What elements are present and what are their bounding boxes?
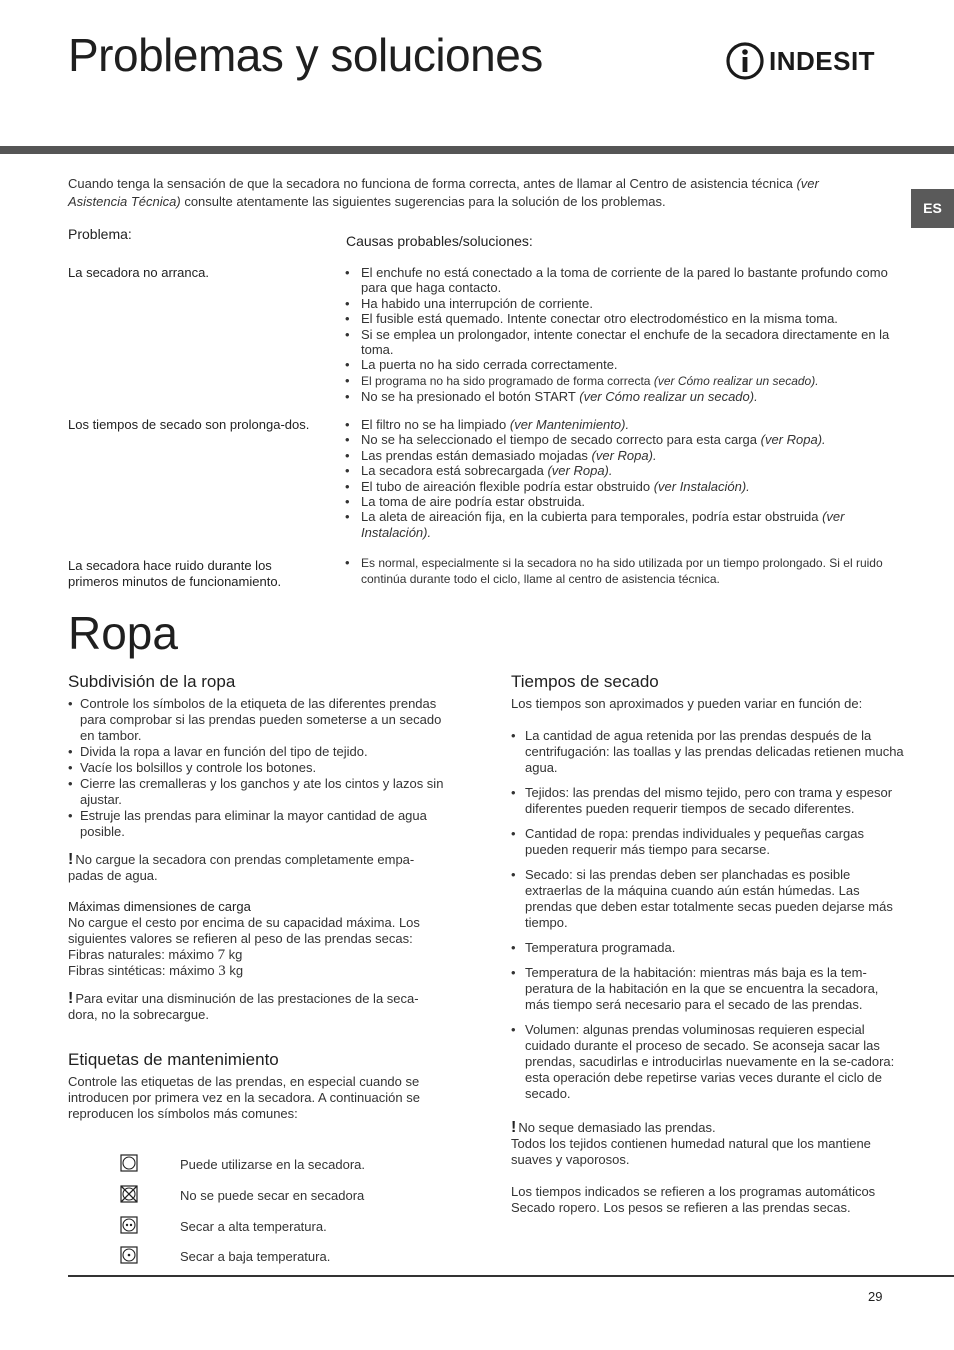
synthetic-fibers-line: Fibras sintéticas: máximo 3 kg bbox=[68, 963, 244, 979]
causes-list bbox=[344, 417, 904, 540]
subdivision-heading: Subdivisión de la ropa bbox=[68, 672, 236, 691]
list-item: • Vacíe los bolsillos y controle los botones. bbox=[68, 760, 448, 776]
page-number: 29 bbox=[868, 1289, 883, 1304]
list-item: • Cierre las cremalleras y los ganchos y ate los cintos y lazos sin ajustar. bbox=[68, 776, 448, 808]
max-load-heading: Máximas dimensiones de carga bbox=[68, 899, 251, 914]
warning-icon: ! bbox=[68, 851, 74, 868]
tumble-dry-low-icon bbox=[120, 1246, 138, 1264]
cause-item: • El fusible está quemado. Intente conectar otro electrodoméstico en la misma toma. bbox=[344, 311, 904, 326]
indesit-logo bbox=[725, 40, 890, 82]
list-item: • Cantidad de ropa: prendas individuales y pequeñas cargas pueden requerir más tiempo para secarse. bbox=[511, 826, 906, 858]
care-symbol-label: Secar a baja temperatura. bbox=[180, 1249, 331, 1264]
drying-factors-list bbox=[511, 728, 906, 1102]
cause-item: • La secadora está sobrecargada (ver Ropa). bbox=[344, 463, 904, 478]
max-load-text: No cargue el cesto por encima de su capacidad máxima. Los siguientes valores se refieren al peso de las prendas secas: bbox=[68, 915, 420, 946]
cause-item: • El filtro no se ha limpiado (ver Mantenimiento). bbox=[344, 417, 904, 432]
cause-item: • No se ha seleccionado el tiempo de secado correcto para esta carga (ver Ropa). bbox=[344, 432, 904, 447]
tumble-dry-icon bbox=[120, 1154, 138, 1172]
max-load-block bbox=[68, 899, 448, 979]
cause-item: • La puerta no ha sido cerrada correctamente. bbox=[344, 357, 904, 372]
list-item: • Temperatura de la habitación: mientras más baja es la tem-peratura de la habitación en la que se encuentra la secadora, más tiempo será necesario para el secado de las prendas. bbox=[511, 965, 906, 1013]
warning-note: ! No seque demasiado las prendas. bbox=[511, 1119, 716, 1136]
list-item: • Controle los símbolos de la etiqueta de las diferentes prendas para comprobar si las prendas pueden someterse a un secado en tambor. bbox=[68, 696, 448, 744]
problem-label: La secadora no arranca. bbox=[68, 265, 209, 280]
warning-note: ! Para evitar una disminución de las prestaciones de la seca-dora, no la sobrecargue. bbox=[68, 990, 419, 1022]
list-item: • La cantidad de agua retenida por las prendas después de la centrifugación: las toallas y las prendas delicadas retienen mucha agua. bbox=[511, 728, 906, 776]
drying-times-intro: Los tiempos son aproximados y pueden variar en función de: bbox=[511, 696, 863, 711]
warning-note: ! No cargue la secadora con prendas completamente empa-padas de agua. bbox=[68, 851, 415, 883]
care-symbol-label: Secar a alta temperatura. bbox=[180, 1219, 327, 1234]
indesit-logo-icon bbox=[725, 40, 765, 80]
cause-item: • No se ha presionado el botón START (ver Cómo realizar un secado). bbox=[344, 389, 904, 404]
intro-before: Cuando tenga la sensación de que la secadora no funciona de forma correcta, antes de llamar al Centro de asistencia técnica bbox=[68, 176, 797, 191]
problem-column-header: Problema: bbox=[68, 226, 132, 242]
intro-text bbox=[68, 175, 868, 211]
problem-label: La secadora hace ruido durante los primeros minutos de funcionamiento. bbox=[68, 558, 282, 589]
causes-list bbox=[344, 555, 904, 588]
times-reference-note: Los tiempos indicados se refieren a los programas automáticos Secado ropero. Los pesos se refieren a las prendas secas. bbox=[511, 1184, 876, 1215]
footer-divider bbox=[68, 1275, 954, 1277]
care-labels-heading: Etiquetas de mantenimiento bbox=[68, 1050, 279, 1069]
cause-item: • La aleta de aireación fija, en la cubierta para temporales, podría estar obstruida (ver Instalación). bbox=[344, 509, 904, 540]
intro-ref: (ver Asistencia Técnica) bbox=[68, 176, 819, 209]
list-item: • Tejidos: las prendas del mismo tejido, pero con trama y espesor diferentes pueden requerir tiempos de secado diferentes. bbox=[511, 785, 906, 817]
tumble-dry-high-icon bbox=[120, 1216, 138, 1234]
drying-times-heading: Tiempos de secado bbox=[511, 672, 659, 691]
problem-label: Los tiempos de secado son prolonga-dos. bbox=[68, 417, 310, 432]
cause-item: • Las prendas están demasiado mojadas (ver Ropa). bbox=[344, 448, 904, 463]
warning-icon: ! bbox=[511, 1119, 517, 1136]
drying-times-section bbox=[511, 672, 906, 1216]
list-item: • Volumen: algunas prendas voluminosas requieren especial cuidado durante el proceso de secado. Se aconseja sacar las prendas, sacudirlas e introducirlas nuevamente en la se-cadora: esta operación debe repetirse varias veces durante el ciclo de secado. bbox=[511, 1022, 906, 1102]
causes-list bbox=[344, 265, 904, 405]
cause-item: • Es normal, especialmente si la secadora no ha sido utilizada por un tiempo prolongado. Si el ruido continúa durante todo el ciclo, llame al centro de asistencia técnica. bbox=[344, 555, 904, 588]
care-symbol-label: No se puede secar en secadora bbox=[180, 1188, 365, 1203]
intro-after: consulte atentamente las siguientes sugerencias para la solución de los problemas. bbox=[180, 194, 666, 209]
list-item: • Temperatura programada. bbox=[511, 940, 906, 956]
causes-column-header: Causas probables/soluciones: bbox=[346, 233, 533, 249]
list-item: • Estruje las prendas para eliminar la mayor cantidad de agua posible. bbox=[68, 808, 448, 840]
cause-item: • El tubo de aireación flexible podría estar obstruido (ver Instalación). bbox=[344, 479, 904, 494]
cause-item: • Si se emplea un prolongador, intente conectar el enchufe de la secadora directamente en la toma. bbox=[344, 327, 904, 358]
no-tumble-dry-icon bbox=[120, 1185, 138, 1203]
cause-item: • La toma de aire podría estar obstruida. bbox=[344, 494, 904, 509]
cause-item: • Ha habido una interrupción de corriente. bbox=[344, 296, 904, 311]
subdivision-list bbox=[68, 696, 448, 840]
header-divider bbox=[0, 146, 954, 154]
natural-fibers-line: Fibras naturales: máximo 7 kg bbox=[68, 947, 243, 963]
moisture-note: Todos los tejidos contienen humedad natural que los mantiene suaves y vaporosos. bbox=[511, 1136, 871, 1167]
care-labels-text: Controle las etiquetas de las prendas, en especial cuando se introducen por primera vez en la secadora. A continuación se reproducen los símbolos más comunes: bbox=[68, 1074, 420, 1121]
cause-item: • El programa no ha sido programado de forma correcta (ver Cómo realizar un secado). bbox=[344, 373, 904, 389]
warning-icon: ! bbox=[68, 990, 74, 1007]
page-title: Problemas y soluciones bbox=[68, 29, 543, 81]
cause-item: • El enchufe no está conectado a la toma de corriente de la pared lo bastante profundo como para que haga contacto. bbox=[344, 265, 904, 296]
subdivision-section bbox=[68, 672, 448, 1122]
list-item: • Divida la ropa a lavar en función del tipo de tejido. bbox=[68, 744, 448, 760]
language-tab: ES bbox=[911, 189, 954, 228]
care-symbol-label: Puede utilizarse en la secadora. bbox=[180, 1157, 366, 1172]
section-title-ropa: Ropa bbox=[68, 607, 178, 659]
list-item: • Secado: si las prendas deben ser planchadas es posible extraerlas de la máquina cuando aún están húmedas. Las prendas que deben estar totalmente secas pueden dejarse más tiempo. bbox=[511, 867, 906, 931]
logo-text: INDESIT bbox=[769, 46, 876, 76]
